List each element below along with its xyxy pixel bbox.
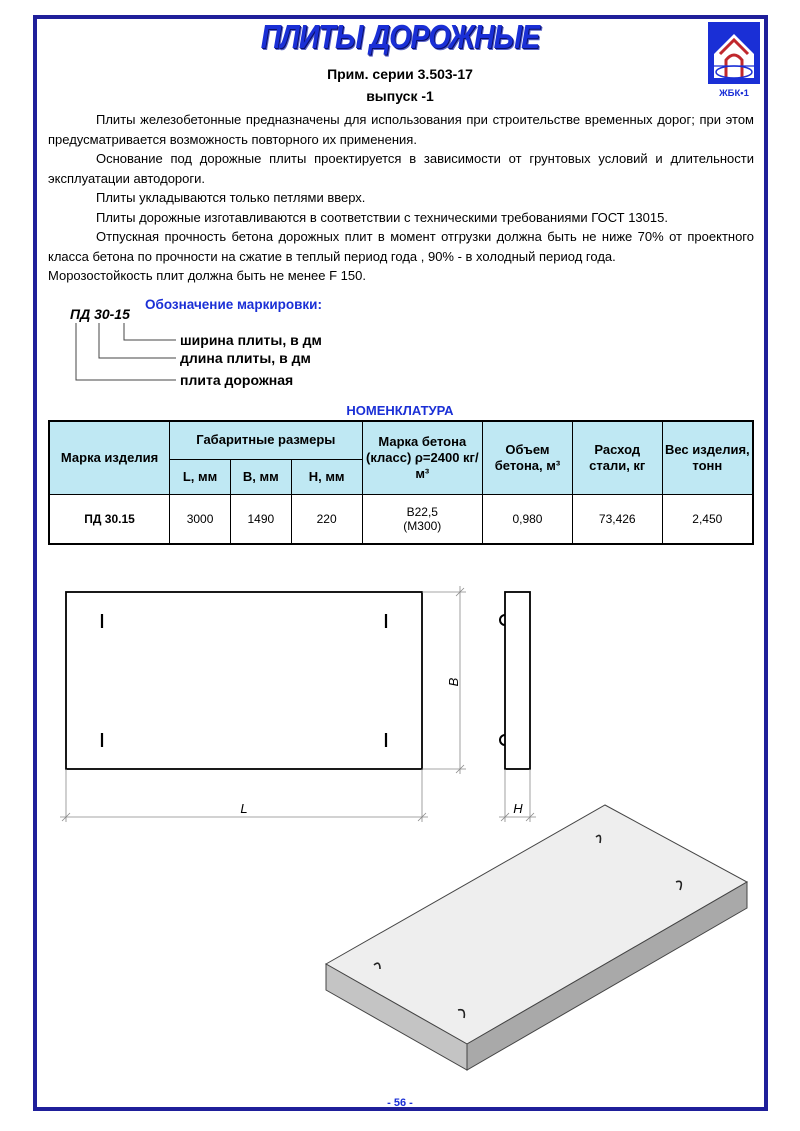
issue-label: выпуск -1	[366, 88, 434, 104]
cell-steel: 73,426	[572, 494, 662, 544]
description	[48, 110, 754, 286]
marking-length: длина плиты, в дм	[180, 350, 311, 366]
col-volume: Объем бетона, м³	[483, 421, 573, 494]
marking-title: Обозначение маркировки:	[145, 297, 322, 312]
col-steel: Расход стали, кг	[572, 421, 662, 494]
paragraph: Плиты дорожные изготавливаются в соответствии с техническими требованиями ГОСТ 13015.	[96, 209, 668, 225]
table-row	[49, 494, 753, 544]
cell-mark: ПД 30.15	[49, 494, 170, 544]
col-concrete: Марка бетона (класс) ρ=2400 кг/м³	[362, 421, 483, 494]
col-dims: Габаритные размеры	[170, 421, 362, 459]
logo-text: ЖБК•1	[719, 88, 749, 99]
paragraph: Плиты укладываются только петлями вверх.	[96, 190, 366, 205]
concrete-mark: (М300)	[403, 518, 442, 533]
plate-side-view	[505, 592, 530, 769]
label-B: B	[446, 677, 461, 687]
cell-B: 1490	[230, 494, 291, 544]
plate-drawing	[0, 560, 800, 1080]
col-L: L, мм	[170, 459, 231, 494]
concrete-class: B22,5	[406, 504, 438, 519]
cell-concrete	[362, 494, 483, 544]
marking-type: плита дорожная	[180, 372, 294, 388]
label-L: L	[240, 801, 248, 816]
col-weight: Вес изделия, тонн	[662, 421, 753, 494]
paragraph: Морозостойкость плит должна быть не менее F 150.	[48, 268, 366, 283]
col-B: B, мм	[230, 459, 291, 494]
cell-weight: 2,450	[662, 494, 753, 544]
nomenclature-title: НОМЕНКЛАТУРА	[346, 403, 454, 418]
marking-leader-lines	[0, 320, 200, 390]
page-title: ПЛИТЫ ДОРОЖНЫЕ	[260, 18, 540, 55]
cell-H: 220	[291, 494, 362, 544]
marking-code: ПД 30-15	[70, 306, 130, 322]
marking-width: ширина плиты, в дм	[180, 332, 322, 348]
nomenclature-table	[48, 420, 754, 545]
paragraph: Отпускная прочность бетона дорожных плит в момент отгрузки должна быть не ниже 70% от проектного класса бетона по прочности на сжатие в теплый период года , 90% - в холодный период года.	[48, 229, 754, 264]
page-number: - 56 -	[387, 1097, 413, 1109]
company-logo	[706, 20, 762, 102]
col-H: H, мм	[291, 459, 362, 494]
paragraph: Плиты железобетонные предназначены для использования при строительстве временных дорог; при этом предусматривается возможность повторного их применения.	[48, 112, 754, 147]
paragraph: Основание под дорожные плиты проектируется в зависимости от грунтовых условий и длительности эксплуатации автодороги.	[48, 151, 754, 186]
plate-plan-view	[66, 592, 422, 769]
col-mark: Марка изделия	[49, 421, 170, 494]
series-label: Прим. серии 3.503-17	[327, 66, 473, 82]
plate-isometric-view	[326, 805, 747, 1070]
cell-L: 3000	[170, 494, 231, 544]
cell-volume: 0,980	[483, 494, 573, 544]
label-H: H	[513, 801, 523, 816]
